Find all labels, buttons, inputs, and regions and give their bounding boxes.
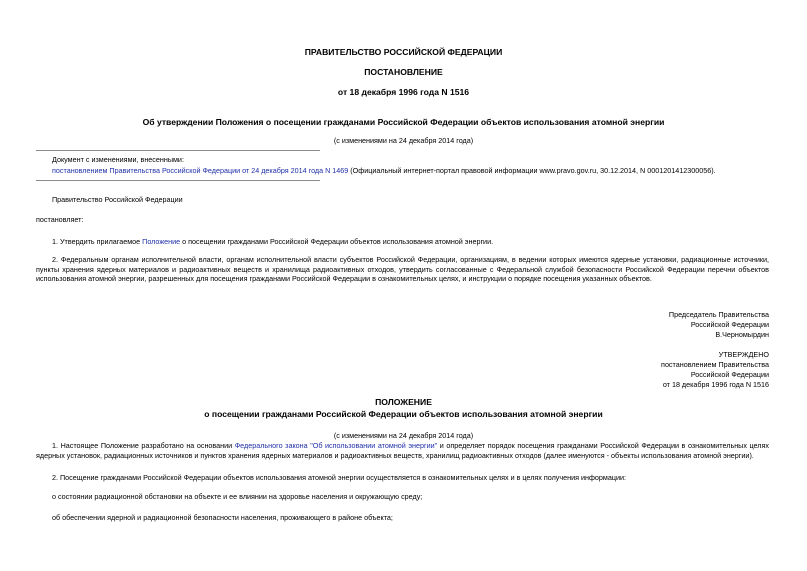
document-title: Об утверждении Положения о посещении гражданами Российской Федерации объектов использования атомной энергии — [142, 117, 665, 127]
regulation-edition-note: (с изменениями на 24 декабря 2014 года) — [333, 431, 474, 440]
government-heading: ПРАВИТЕЛЬСТВО РОССИЙСКОЙ ФЕДЕРАЦИИ — [304, 47, 503, 57]
changes-line — [52, 166, 716, 175]
paragraph-1: 1. Утвердить прилагаемое Положение о посещении гражданами Российской Федерации объектов использования атомной энергии. — [52, 237, 494, 246]
changes-intro: Документ с изменениями, внесенными: — [52, 155, 184, 164]
signature-name: В.Черномырдин — [715, 330, 769, 339]
signature-title: Председатель Правительства — [668, 310, 769, 319]
regulation-paragraph-3: о состоянии радиационной обстановки на объекте и ее влиянии на здоровье населения и окружающую среду; — [52, 492, 423, 501]
approved-label: УТВЕРЖДЕНО — [718, 350, 769, 359]
regulation-paragraph-1: 1. Настоящее Положение разработано на основании Федерального закона "Об использовании атомной энергии" и определяет порядок посещения гражданами Российской Федерации в ознакомительных целях ядерных установок, радиационных источников и пунктов хранения ядерных материалов и радиоактивных веществ, хранилищ радиоактивных отходов (далее именуются - объекты использования атомной энергии). — [36, 441, 769, 460]
changes-rule-top — [36, 150, 320, 151]
amendment-source: (Официальный интернет-портал правовой информации www.pravo.gov.ru, 30.12.2014, N 0001201412300056). — [348, 166, 716, 175]
federal-law-link[interactable]: Федерального закона "Об использовании атомной энергии" — [234, 441, 438, 450]
edition-note: (с изменениями на 24 декабря 2014 года) — [333, 136, 474, 145]
approved-by: постановлением Правительства — [661, 360, 769, 369]
decrees-line: постановляет: — [36, 215, 84, 224]
regulation-paragraph-2: 2. Посещение гражданами Российской Федерации объектов использования атомной энергии осуществляется в ознакомительных целях и в целях получения информации: — [52, 473, 626, 482]
changes-rule-bottom — [36, 180, 320, 181]
approved-country: Российской Федерации — [690, 370, 769, 379]
regulation-paragraph-4: об обеспечении ядерной и радиационной безопасности населения, проживающего в районе объекта; — [52, 513, 393, 522]
regulation-subtitle: о посещении гражданами Российской Федерации объектов использования атомной энергии — [204, 409, 603, 419]
regulation-title: ПОЛОЖЕНИЕ — [375, 397, 432, 407]
signature-country: Российской Федерации — [690, 320, 769, 329]
amendment-link[interactable]: постановлением Правительства Российской Федерации от 24 декабря 2014 года N 1469 — [52, 166, 349, 175]
document-date-number: от 18 декабря 1996 года N 1516 — [337, 87, 470, 97]
approved-date: от 18 декабря 1996 года N 1516 — [662, 380, 769, 389]
government-line: Правительство Российской Федерации — [52, 195, 183, 204]
regulation-link[interactable]: Положение — [142, 237, 181, 246]
document-type: ПОСТАНОВЛЕНИЕ — [364, 67, 443, 77]
paragraph-2: 2. Федеральным органам исполнительной власти, органам исполнительной власти субъектов Российской Федерации, организациям, в ведении которых имеются ядерные установки, радиационные источники, пункты хранения ядерных материалов и радиоактивных веществ и хранилища радиоактивных отходов, утвердить согласованные с Федеральной службой безопасности Российской Федерации перечни объектов использования атомной энергии, разрешенных для посещения гражданами Российской Федерации в ознакомительных целях, и инструкции о порядке посещения указанных объектов. — [36, 255, 769, 284]
